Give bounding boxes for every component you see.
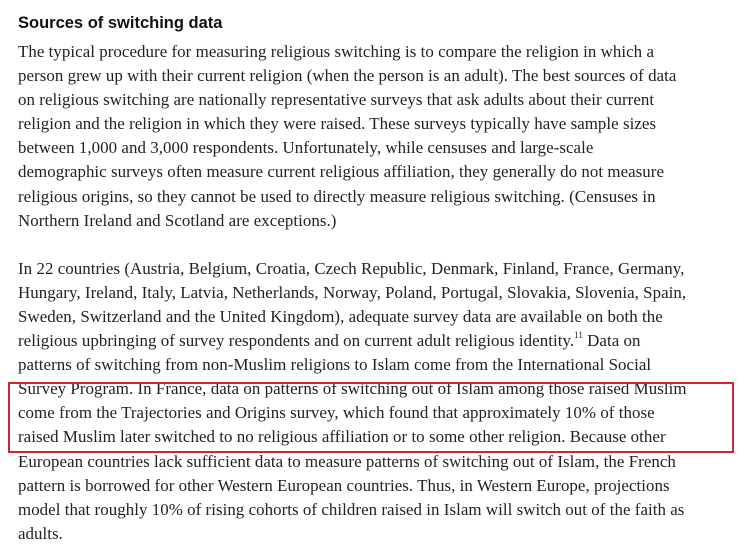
text-line: The typical procedure for measuring religious switching is to compare the religion in which a [18, 42, 654, 61]
text-line: Sweden, Switzerland and the United Kingdom), adequate survey data are available on both the [18, 306, 663, 326]
text-segment: Data on [582, 331, 641, 351]
text-line: demographic surveys often measure current religious affiliation, they generally do not measure [18, 162, 665, 182]
text-line: model that roughly 10% of rising cohorts of children raised in Islam will switch out of the faith as [18, 499, 685, 519]
text-line: person grew up with their current religion (when the person is an adult). The best sources of data [18, 66, 677, 86]
text-line-highlighted: raised Muslim later switched to no religious affiliation or to some other religion. Because other [18, 427, 666, 447]
text-line: European countries lack sufficient data to measure patterns of switching out of Islam, the French [18, 451, 676, 471]
text-line: Northern Ireland and Scotland are exceptions.) [18, 210, 337, 230]
paragraph-survey-procedure [18, 40, 736, 233]
text-line: religion and the religion in which they were raised. These surveys typically have sample sizes [18, 114, 657, 134]
text-line: between 1,000 and 3,000 respondents. Unfortunately, while censuses and large-scale [18, 138, 594, 158]
text-line-highlighted: come from the Trajectories and Origins survey, which found that approximately 10% of those [18, 403, 655, 423]
text-line: on religious switching are nationally representative surveys that ask adults about their current [18, 90, 655, 110]
paragraph-country-data [18, 257, 736, 546]
text-line-highlighted: Survey Program. In France, data on patterns of switching out of Islam among those raised Muslim [18, 379, 687, 399]
text-line: patterns of switching from non-Muslim religions to Islam come from the International Social [18, 355, 652, 375]
text-segment: religious upbringing of survey respondents and on current adult religious identity. [18, 331, 575, 351]
text-line: In 22 countries (Austria, Belgium, Croatia, Czech Republic, Denmark, Finland, France, Germany, [18, 258, 685, 278]
text-line: religious origins, so they cannot be used to directly measure religious switching. (Censuses in [18, 186, 656, 206]
text-line: adults. [18, 523, 63, 543]
text-line-with-footnote [18, 329, 736, 353]
article-section [18, 12, 736, 546]
footnote-link-11[interactable]: 11 [574, 330, 583, 341]
text-line: Hungary, Ireland, Italy, Latvia, Netherlands, Norway, Poland, Portugal, Slovakia, Slovenia, Spain, [18, 282, 687, 302]
text-line: pattern is borrowed for other Western European countries. Thus, in Western Europe, projections [18, 475, 670, 495]
section-heading: Sources of switching data [18, 14, 223, 32]
